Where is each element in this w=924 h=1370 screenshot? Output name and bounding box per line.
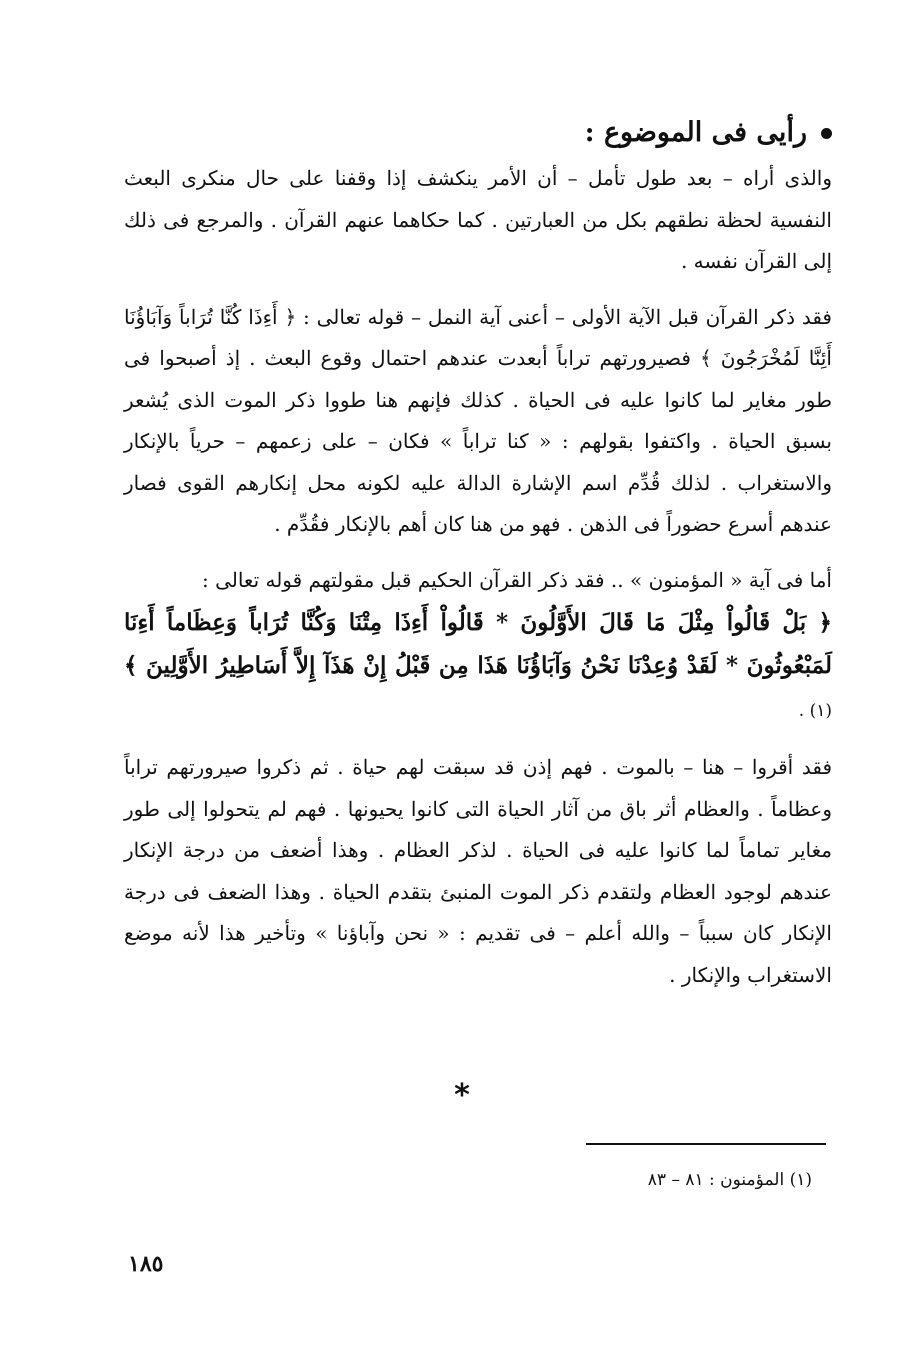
paragraph-3: أما فى آية « المؤمنون » .. فقد ذكر القرآن الحكيم قبل مقولتهم قوله تعالى : (201, 567, 832, 592)
quran-quote (124, 601, 832, 733)
footnote-divider (586, 1143, 826, 1145)
section-heading-text: رأيى فى الموضوع : (584, 117, 807, 148)
paragraph-spacer (124, 546, 832, 560)
paragraph-4: فقد أقروا – هنا – بالموت . فهم إذن قد سبقت لهم حياة . ثم ذكروا صيرورتهم تراباً وعظاماً . والعظام أثر باق من آثار الحياة التى كانوا يحيونها . فهم لم يتحولوا إلى طور مغاير تماماً لما كانوا عليه فى الحياة . لذكر العظام . وهذا أضعف من درجة الإنكار عندهم لوجود العظام ولتقدم ذكر الموت المنبئ بتقدم الحياة . وهذا الضعف فى درجة الإنكار كان سبباً – والله أعلم – فى تقديم : « نحن وآباؤنا » وتأخير هذا لأنه موضع الاستغراب والإنكار . (124, 755, 833, 987)
footnote: (١) المؤمنون : ٨١ – ٨٣ (647, 1170, 812, 1190)
paragraph-1: والذى أراه – بعد طول تأمل – أن الأمر ينكشف إذا وقفنا على حال منكرى البعث النفسية لحظة نطقهم بكل من العبارتين . كما حكاهما عنهم القرآن . والمرجع فى ذلك إلى القرآن نفسه . (124, 166, 832, 273)
paragraph-2: فقد ذكر القرآن قبل الآية الأولى – أعنى آية النمل – قوله تعالى : ﴿ أَءِذَا كُنَّا تُرَاباً وَآبَاؤُنَا أَئِنَّا لَمُخْرَجُونَ ﴾ فصيرورتهم تراباً أبعدت عندهم احتمال وقوع البعث . إذ أصبحوا فى طور مغاير لما كانوا عليه فى الحياة . كذلك فإنهم هنا طووا ذكر الموت الذى يُشعر بسبق الحياة . واكتفوا بقولهم : « كنا تراباً » فكان – على زعمهم – حرياً بالإنكار والاستغراب . لذلك قُدِّم اسم الإشارة الدالة عليه لكونه محل إنكارهم القوى فصار عندهم أسرع حضوراً فى الذهن . فهو من هنا كان أهم بالإنكار فقُدِّم . (124, 304, 832, 536)
section-separator: * (454, 1078, 470, 1113)
page-number: ١٨٥ (128, 1251, 164, 1277)
main-text (124, 110, 832, 996)
footnote-ref: (١) . (798, 701, 832, 721)
quran-quote-text: ﴿ بَلْ قَالُواْ مِثْلَ مَا قَالَ الأَوَّلُونَ * قَالُواْ أَءِذَا مِتْنَا وَكُنَّا تُرَاباً وَعِظَاماً أَءِنَا لَمَبْعُوثُونَ * لَقَدْ وُعِدْنَا نَحْنُ وَآبَاؤُنَا هَذَا مِن قَبْلُ إِنْ هَذَآ إِلاَّ أَسَاطِيرُ الأَوَّلِينَ ﴾ (124, 609, 832, 679)
paragraph-spacer (124, 283, 832, 297)
paragraph-spacer (124, 733, 832, 747)
section-heading (124, 110, 832, 156)
bullet-icon (821, 128, 832, 139)
